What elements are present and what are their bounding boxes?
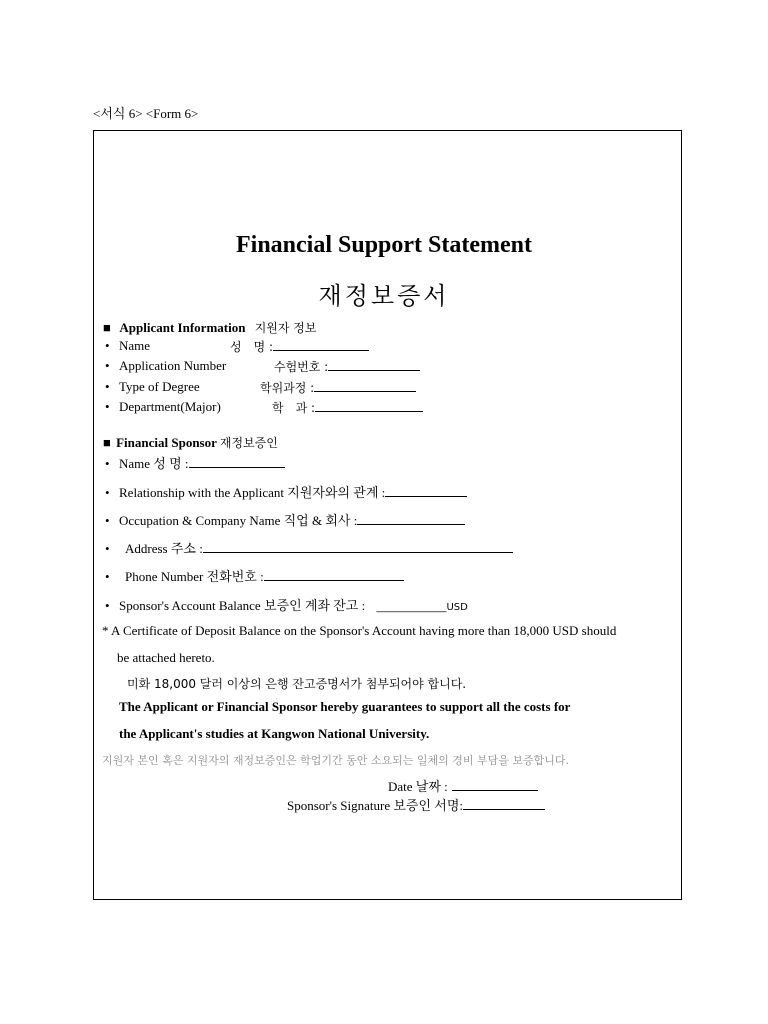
applicant-dept-field	[272, 399, 423, 416]
deposit-note-korean: 미화 18,000 달러 이상의 은행 잔고증명서가 첨부되어야 합니다.	[127, 677, 467, 691]
deposit-note-line1: * A Certificate of Deposit Balance on the Sponsor's Account having more than 18,000 USD should	[102, 623, 617, 638]
signature-label: Sponsor's Signature 보증인 서명:	[287, 798, 463, 813]
phone-line[interactable]	[264, 568, 404, 581]
sponsor-phone-row	[105, 566, 404, 585]
guarantee-line2: the Applicant's studies at Kangwon National University.	[119, 726, 430, 741]
date-label: Date 날짜 :	[388, 779, 448, 794]
applicant-degree-row	[105, 379, 200, 395]
signature-row	[287, 795, 545, 814]
occupation-line[interactable]	[357, 512, 465, 525]
signature-line[interactable]	[463, 797, 545, 810]
form-number-label: <서식 6> <Form 6>	[93, 106, 199, 121]
dot-bullet-icon: •	[105, 598, 110, 613]
sponsor-heading-ko: 재정보증인	[219, 436, 278, 450]
phone-label: Phone Number 전화번호 :	[125, 569, 264, 584]
deposit-note-line2: be attached hereto.	[117, 650, 215, 665]
dot-bullet-icon: •	[105, 456, 110, 471]
dot-bullet-icon: •	[105, 569, 110, 584]
sponsor-heading-en: Financial Sponsor	[116, 435, 217, 450]
sponsor-balance-row	[105, 595, 468, 614]
square-bullet-icon: ■	[103, 320, 111, 335]
sponsor-name-line[interactable]	[189, 455, 285, 468]
applicant-heading-ko: 지원자 정보	[254, 321, 317, 335]
applicant-name-label-ko: 성 명 :	[230, 340, 274, 354]
guarantee-korean: 지원자 본인 혹은 지원자의 재정보증인은 학업기간 동안 소요되는 일체의 경비 부담을 보증합니다.	[102, 754, 569, 767]
applicant-app-no-row	[105, 358, 226, 374]
form-title: Financial Support Statement	[235, 232, 532, 258]
account-balance-field[interactable]: ______________USD	[376, 602, 468, 613]
applicant-degree-field	[260, 379, 416, 396]
degree-type-line[interactable]	[314, 379, 416, 392]
sponsor-name-label: Name 성 명 :	[119, 456, 189, 471]
sponsor-relationship-row	[105, 482, 467, 501]
dot-bullet-icon: •	[105, 338, 110, 353]
dot-bullet-icon: •	[105, 358, 110, 373]
department-line[interactable]	[315, 399, 423, 412]
dot-bullet-icon: •	[105, 399, 110, 414]
address-line[interactable]	[203, 540, 513, 553]
dot-bullet-icon: •	[105, 379, 110, 394]
applicant-name-line[interactable]	[273, 338, 369, 351]
dot-bullet-icon: •	[105, 513, 110, 528]
department-label-ko: 학 과 :	[272, 401, 316, 415]
dot-bullet-icon: •	[105, 485, 110, 500]
address-label: Address 주소 :	[125, 541, 203, 556]
square-bullet-icon: ■	[103, 435, 111, 450]
sponsor-name-row	[105, 453, 285, 472]
applicant-section-heading	[103, 319, 316, 336]
occupation-label: Occupation & Company Name 직업 & 회사 :	[119, 513, 358, 528]
applicant-dept-row	[105, 399, 221, 415]
date-row	[388, 776, 538, 795]
application-number-line[interactable]	[328, 358, 420, 371]
applicant-heading-en: Applicant Information	[119, 320, 246, 335]
application-number-label-ko: 수험번호 :	[274, 360, 329, 374]
applicant-name-row	[105, 338, 150, 354]
sponsor-occupation-row	[105, 510, 465, 529]
relationship-label: Relationship with the Applicant 지원자와의 관계 :	[119, 485, 386, 500]
account-balance-label: Sponsor's Account Balance 보증인 계좌 잔고 :	[119, 598, 366, 613]
applicant-name-field	[230, 338, 369, 355]
degree-type-label: Type of Degree	[119, 379, 200, 394]
applicant-name-label: Name	[119, 338, 151, 353]
sponsor-address-row	[105, 538, 513, 557]
guarantee-line1: The Applicant or Financial Sponsor hereby guarantees to support all the costs for	[119, 699, 571, 714]
dot-bullet-icon: •	[105, 541, 110, 556]
date-line[interactable]	[452, 778, 538, 791]
form-title-korean: 재정보증서	[318, 282, 450, 310]
relationship-line[interactable]	[385, 484, 467, 497]
application-number-label: Application Number	[119, 358, 227, 373]
sponsor-section-heading	[103, 434, 278, 451]
applicant-app-no-field	[274, 358, 420, 375]
degree-type-label-ko: 학위과정 :	[260, 381, 315, 395]
department-label: Department(Major)	[119, 399, 221, 414]
